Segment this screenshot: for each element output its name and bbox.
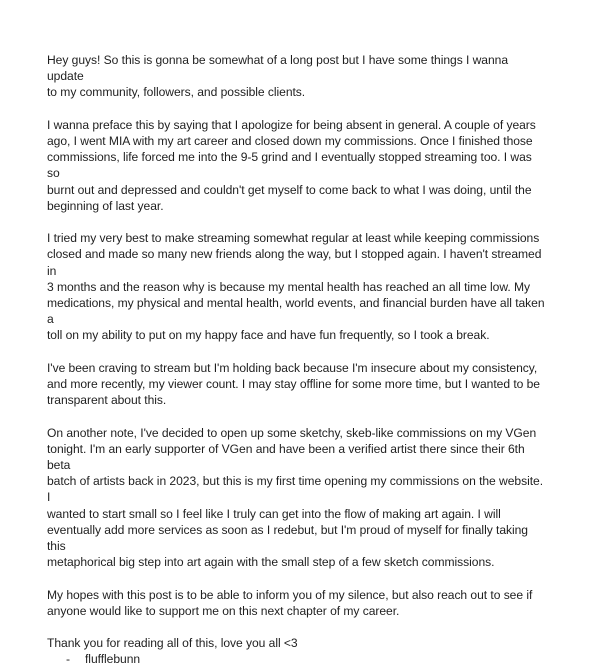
signature-name: flufflebunn	[85, 652, 141, 667]
post-body	[47, 52, 547, 668]
paragraph-hopes: My hopes with this post is to be able to inform you of my silence, but also reach out to see if anyone would like to support me on this next chapter of my career.	[47, 587, 533, 618]
paragraph-apology: I wanna preface this by saying that I apologize for being absent in general. A couple of years ago, I went MIA with my art career and closed down my commissions. Once I finished those commissions, life forced me into the 9-5 grind and I eventually stopped streaming too. I was so burnt out and depressed and couldn't get myself to come back to what I was doing, until the beginning of last year.	[47, 117, 536, 213]
closing-line: Thank you for reading all of this, love you all <3	[47, 636, 298, 651]
signature-dash: -	[66, 652, 70, 667]
signature	[47, 651, 547, 667]
paragraph-craving: I've been craving to stream but I'm holding back because I'm insecure about my consistency, and more recently, my viewer count. I may stay offline for some more time, but I wanted to be transparent about this.	[47, 360, 540, 408]
paragraph-streaming: I tried my very best to make streaming somewhat regular at least while keeping commissions closed and made so many new friends along the way, but I stopped again. I haven't streamed in 3 months and the reason why is because my mental health has reached an all time low. My medications, my physical and mental health, world events, and financial burden have all taken a toll on my ability to put on my happy face and have fun frequently, so I took a break.	[47, 231, 545, 343]
paragraph-commissions: On another note, I've decided to open up some sketchy, skeb-like commissions on my VGen tonight. I'm an early supporter of VGen and have been a verified artist there since their 6th beta batch of artists back in 2023, but this is my first time opening my commissions on the website. I wanted to start small so I feel like I truly can get into the flow of making art again. I will eventually add more services as soon as I redebut, but I'm proud of myself for finally taking this metaphorical big step into art again with the small step of a few sketch commissions.	[47, 425, 544, 570]
paragraph-greeting: Hey guys! So this is gonna be somewhat of a long post but I have some things I wanna update to my community, followers, and possible clients.	[47, 53, 509, 100]
